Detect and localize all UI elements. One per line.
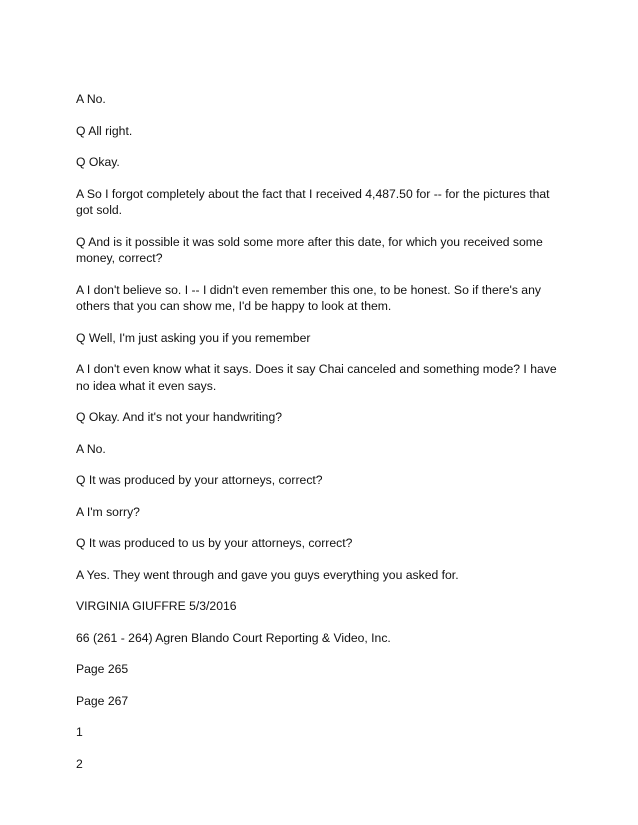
transcript-line: A So I forgot completely about the fact that I received 4,487.50 for -- for the pictures that got sold. bbox=[76, 186, 550, 217]
transcript-line: A I don't believe so. I -- I didn't even remember this one, to be honest. So if there's any others that you can show me, I'd be happy to look at them. bbox=[76, 282, 541, 313]
transcript-line: A No. bbox=[76, 441, 106, 456]
transcript-line: Q And is it possible it was sold some more after this date, for which you received some money, correct? bbox=[76, 234, 543, 265]
page-reference: Page 265 bbox=[76, 662, 129, 676]
line-number: 1 bbox=[76, 725, 83, 739]
transcript-line: Q Well, I'm just asking you if you remember bbox=[76, 330, 311, 345]
transcript-line: A I'm sorry? bbox=[76, 504, 140, 519]
page-reference: Page 267 bbox=[76, 693, 129, 708]
transcript-line: A Yes. They went through and gave you guys everything you asked for. bbox=[76, 567, 459, 582]
transcript-line: Q Okay. And it's not your handwriting? bbox=[76, 410, 283, 424]
transcript-body bbox=[76, 91, 566, 787]
transcript-line: Q It was produced to us by your attorneys, correct? bbox=[76, 536, 353, 550]
transcript-line: Q It was produced by your attorneys, correct? bbox=[76, 473, 323, 487]
transcript-line: Q Okay. bbox=[76, 155, 120, 169]
transcript-line: A I don't even know what it says. Does it say Chai canceled and something mode? I have no idea what it even says. bbox=[76, 362, 557, 393]
line-number: 2 bbox=[76, 756, 83, 771]
transcript-line: Q All right. bbox=[76, 123, 133, 138]
transcript-line: A No. bbox=[76, 92, 106, 106]
deponent-date-line: VIRGINIA GIUFFRE 5/3/2016 bbox=[76, 599, 237, 613]
reporter-footer-line: 66 (261 - 264) Agren Blando Court Reporting & Video, Inc. bbox=[76, 630, 391, 645]
